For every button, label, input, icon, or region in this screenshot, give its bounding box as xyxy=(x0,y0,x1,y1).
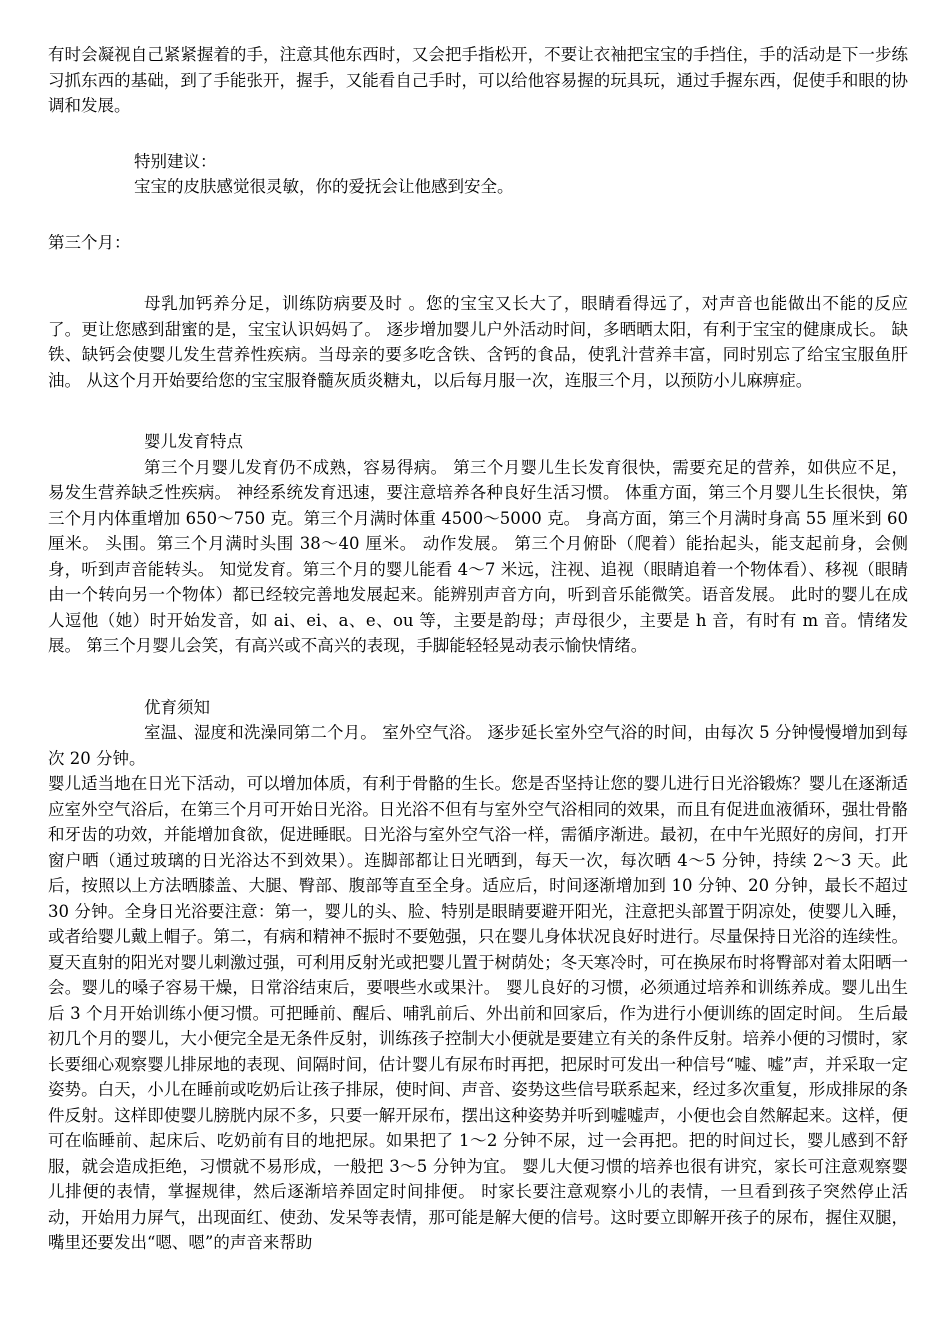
month-three-heading: 第三个月： xyxy=(48,232,131,252)
special-advice-title: 特别建议： xyxy=(134,151,217,171)
spacer xyxy=(48,200,908,230)
care-heading: 优育须知 xyxy=(144,697,210,717)
spacer xyxy=(48,255,908,291)
special-advice-body: 宝宝的皮肤感觉很灵敏，你的爱抚会让他感到安全。 xyxy=(134,177,514,196)
development-heading: 婴儿发育特点 xyxy=(144,432,243,451)
development-body: 第三个月婴儿发育仍不成熟，容易得病。 第三个月婴儿生长发育很快，需要充足的营养，如供应不足，易发生营养缺乏性疾病。 神经系统发育迅速，要注意培养各种良好生活习惯。 体重方面，第三个月婴儿生长很快，第三个月内体重增加 650～750 克。第三个月满时体重 4500～5000 克。 身高方面，第三个月满时身高 55 厘米到 60 厘米。 头围。第三个月满时头围 38～40 厘米。 动作发展。 第三个月俯卧（爬着）能抬起头，能支起前身，会侧身，听到声音能转头。 知觉发育。第三个月的婴儿能看 4～7 米远，注视、追视（眼睛追着一个物体看）、移视（眼睛由一个转向另一个物体）都已经较完善地发展起来。能辨别声音方向，听到音乐能微笑。语音发展。 此时的婴儿在成人逗他（她）时开始发音，如 ai、ei、a、e、ou 等，主要是韵母；声母很少，主要是 h 音，有时有 m 音。情绪发展。 第三个月婴儿会笑，有高兴或不高兴的表现，手脚能轻轻晃动表示愉快情绪。 xyxy=(48,457,908,655)
paragraph-hand-development: 有时会凝视自己紧紧握着的手，注意其他东西时，又会把手指松开，不要让衣袖把宝宝的手挡住，手的活动是下一步练习抓东西的基础，到了手能张开，握手，又能看自己手时，可以给他容易握的玩具玩，通过手握东西，促使手和眼的协调和发展。 xyxy=(48,45,908,115)
spacer xyxy=(48,119,908,149)
care-body-air-bath: 室温、湿度和洗澡同第二个月。 室外空气浴。 逐步延长室外空气浴的时间，由每次 5 分钟慢慢增加到每次 20 分钟。 xyxy=(48,723,908,768)
spacer xyxy=(48,393,908,429)
month-three-intro: 母乳加钙养分足，训练防病要及时 。您的宝宝又长大了，眼睛看得远了，对声音也能做出不能的反应了。更让您感到甜蜜的是，宝宝认识妈妈了。 逐步增加婴儿户外活动时间，多晒晒太阳，有利于宝宝的健康成长。 缺铁、缺钙会使婴儿发生营养性疾病。当母亲的要多吃含铁、含钙的食品，使乳汁营养丰富，同时别忘了给宝宝服鱼肝油。 从这个月开始要给您的宝宝服脊髓灰质炎糖丸，以后每月服一次，连服三个月，以预防小儿麻痹症。 xyxy=(48,294,908,390)
care-body-sun-bath-and-habits: 婴儿适当地在日光下活动，可以增加体质，有利于骨骼的生长。您是否坚持让您的婴儿进行日光浴锻炼？婴儿在逐渐适应室外空气浴后，在第三个月可开始日光浴。日光浴不但有与室外空气浴相同的效果，而且有促进血液循环，强壮骨骼和牙齿的功效，并能增加食欲，促进睡眠。日光浴与室外空气浴一样，需循序渐进。最初，在中午光照好的房间，打开窗户晒（通过玻璃的日光浴达不到效果）。连脚部都让日光晒到，每天一次，每次晒 4～5 分钟，持续 2～3 天。此后，按照以上方法晒膝盖、大腿、臀部、腹部等直至全身。适应后，时间逐渐增加到 10 分钟、20 分钟，最长不超过 30 分钟。全身日光浴要注意：第一，婴儿的头、脸、特别是眼睛要避开阳光，注意把头部置于阴凉处，使婴儿入睡，或者给婴儿戴上帽子。第二，有病和精神不振时不要勉强，只在婴儿身体状况良好时进行。尽量保持日光浴的连续性。夏天直射的阳光对婴儿刺激过强，可利用反射光或把婴儿置于树荫处；冬天寒冷时，可在换尿布时将臀部对着太阳晒一会。婴儿的嗓子容易干燥，日常浴结束后，要喂些水或果汁。 婴儿良好的习惯，必须通过培养和训练养成。婴儿出生后 3 个月开始训练小便习惯。可把睡前、醒后、哺乳前后、外出前和回家后，作为进行小便训练的固定时间。 生后最初几个月的婴儿，大小便完全是无条件反射，训练孩子控制大小便就是要建立有关的条件反射。培养小便的习惯时，家长要细心观察婴儿排尿地的表现、间隔时间，估计婴儿有尿布时再把，把尿时可发出一种信号“嘘、嘘”声，并采取一定姿势。白天，小儿在睡前或吃奶后让孩子排尿，使时间、声音、姿势这些信号联系起来，经过多次重复，形成排尿的条件反射。这样即使婴儿膀胱内尿不多，只要一解开尿布，摆出这种姿势并听到嘘嘘声，小便也会自然解起来。这样，便可在临睡前、起床后、吃奶前有目的地把尿。如果把了 1～2 分钟不尿，过一会再把。把的时间过长，婴儿感到不舒服，就会造成拒绝，习惯就不易形成，一般把 3～5 分钟为宜。 婴儿大便习惯的培养也很有讲究，家长可注意观察婴儿排便的表情，掌握规律，然后逐渐培养固定时间排便。 时家长要注意观察小儿的表情，一旦看到孩子突然停止活动，开始用力屏气，出现面红、使劲、发呆等表情，那可能是解大便的信号。这时要立即解开孩子的尿布，握住双腿，嘴里还要发出“嗯、嗯”的声音来帮助 xyxy=(48,774,908,1252)
spacer xyxy=(48,659,908,695)
document-page xyxy=(48,42,908,1256)
